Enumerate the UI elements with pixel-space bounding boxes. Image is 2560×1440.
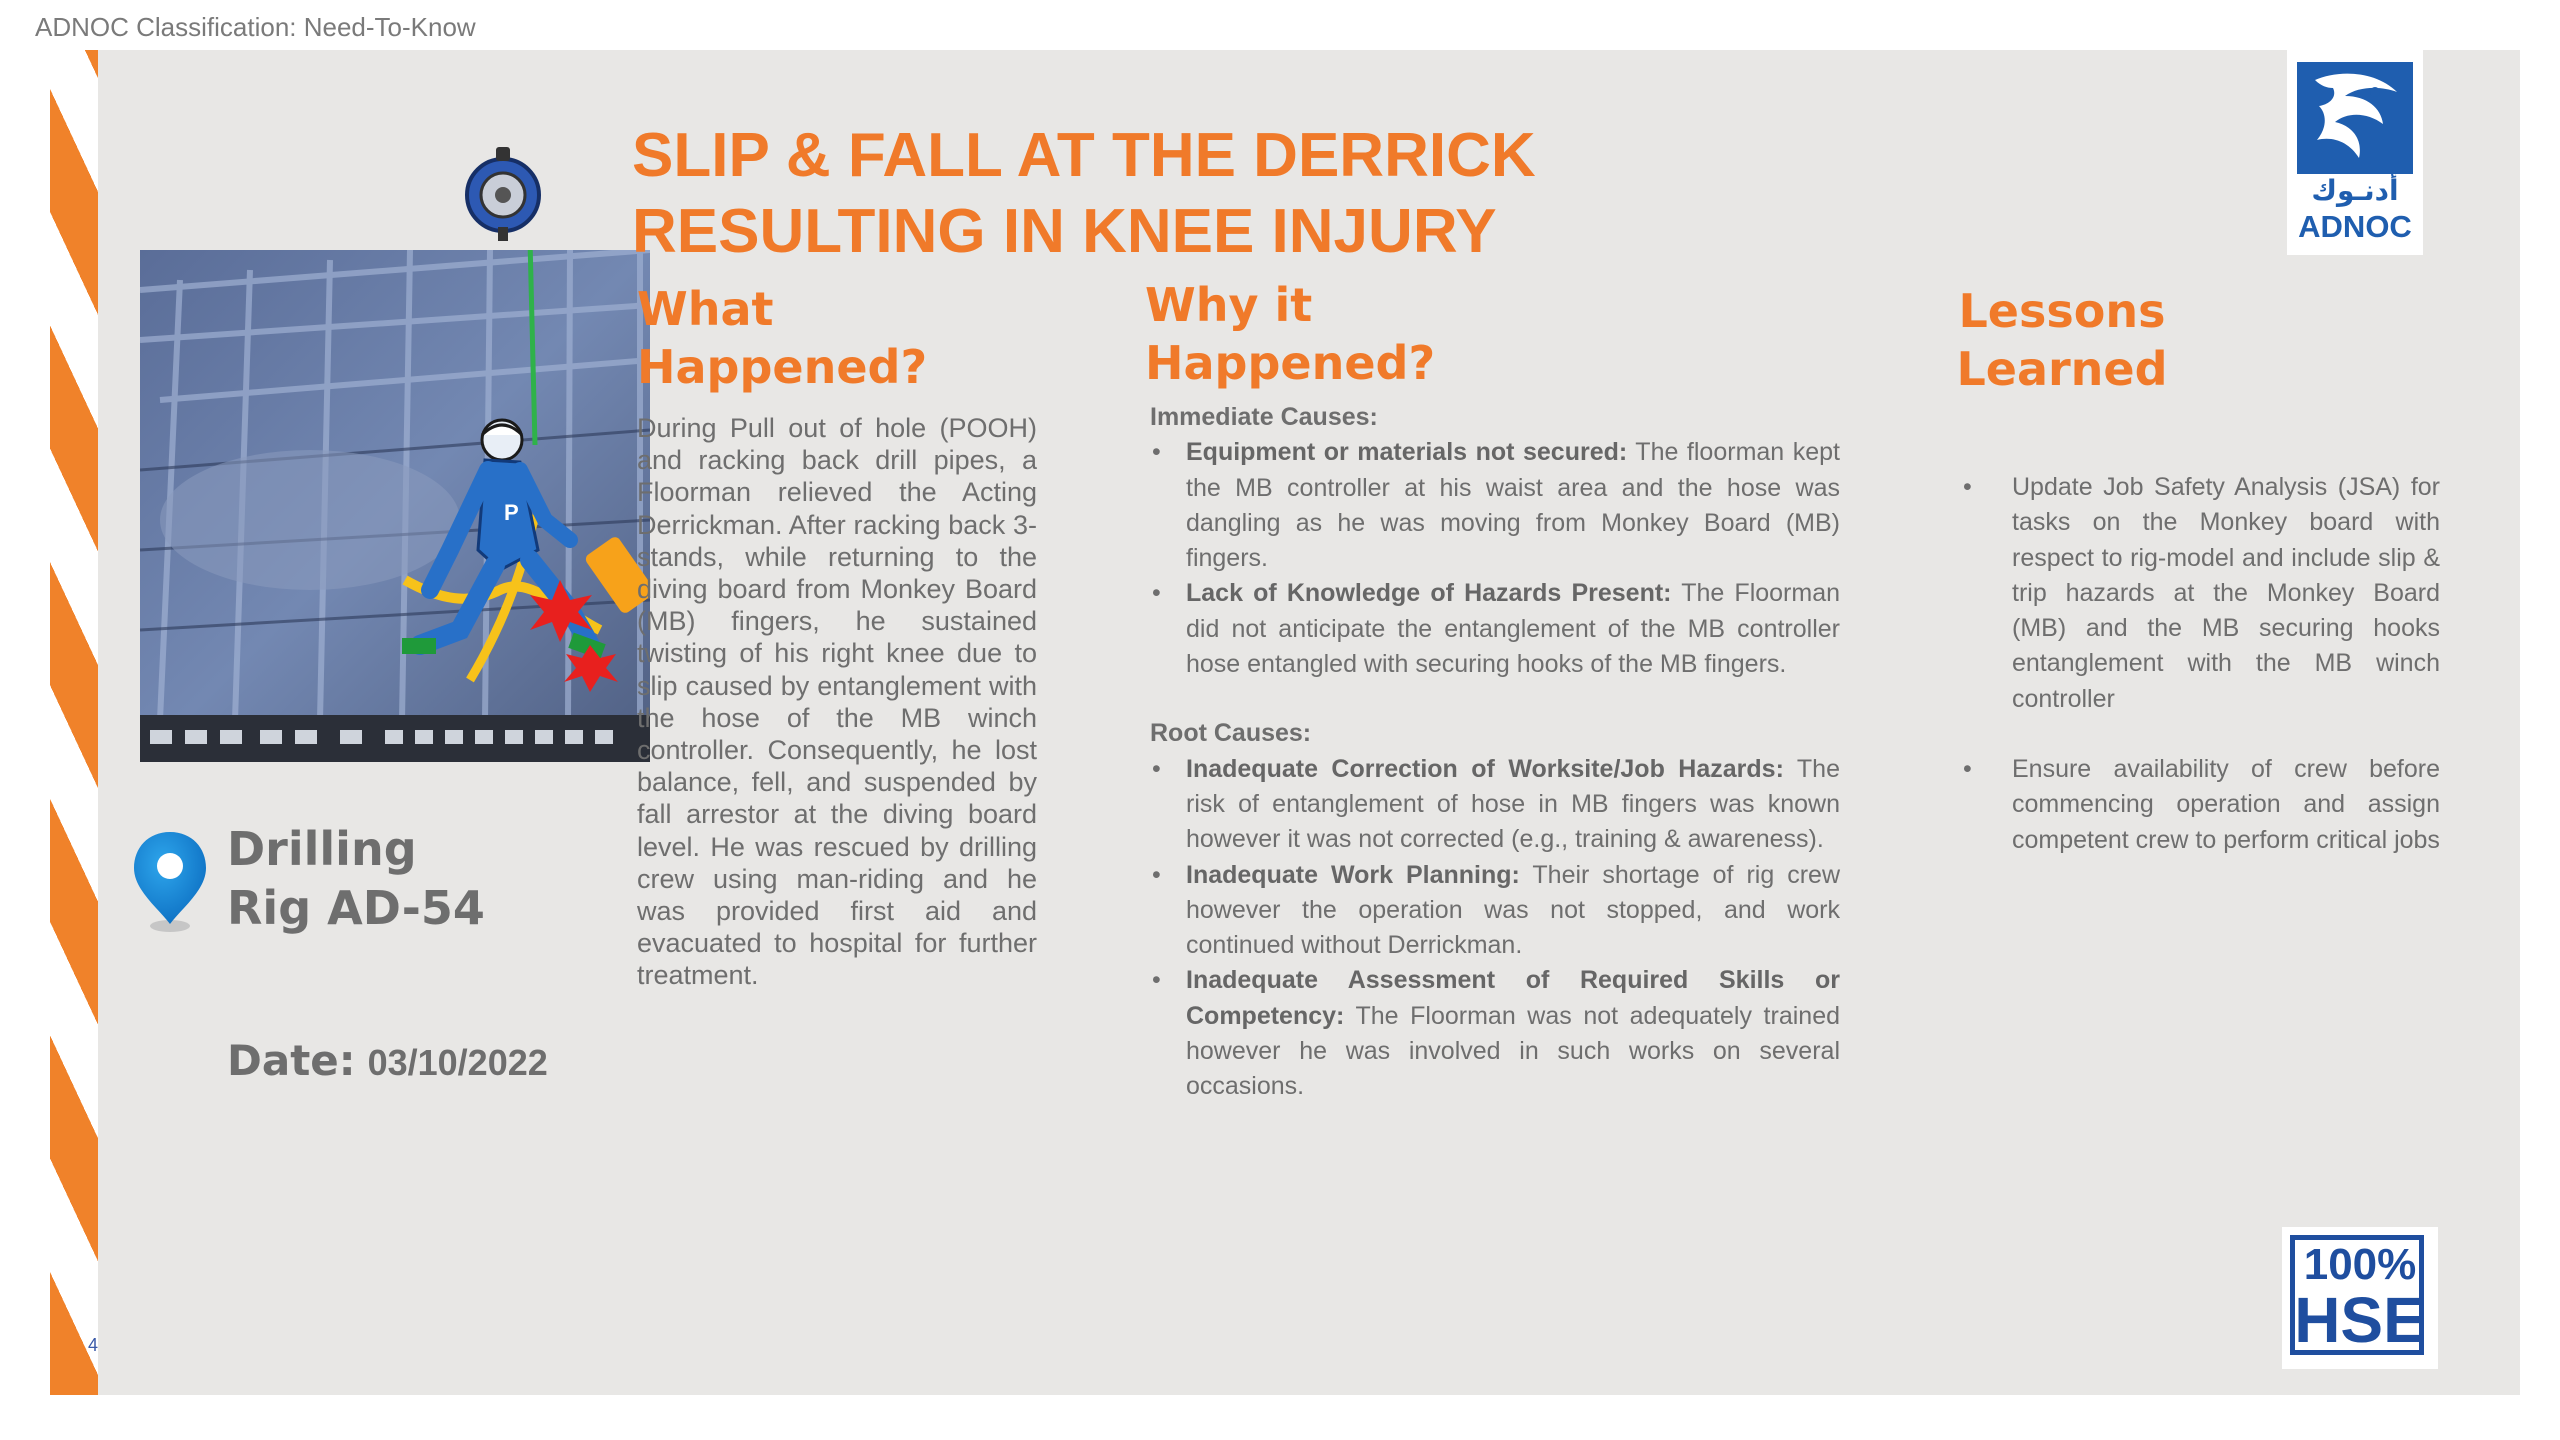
cause-text: The risk of entanglement of hose in MB fingers was known however it was not corrected (e.g., training & awareness).: [1186, 754, 1840, 854]
root-causes-label: Root Causes:: [1150, 719, 1312, 748]
cause-title: Inadequate Assessment of Required Skills or Competency:: [1186, 966, 1840, 1030]
list-item: [1150, 435, 1840, 576]
date-line: [227, 1036, 548, 1085]
hse-badge: [2282, 1227, 2438, 1369]
fall-arrester-icon: [458, 143, 548, 243]
what-heading-line2: Happened?: [637, 340, 928, 394]
location-line2: Rig AD-54: [227, 881, 485, 935]
cause-title: Inadequate Work Planning:: [1186, 860, 1520, 889]
classification-label: ADNOC Classification: Need-To-Know: [35, 12, 476, 42]
what-happened-heading: [637, 280, 1017, 396]
list-item: [1150, 858, 1840, 964]
immediate-causes-list: [1150, 435, 1840, 682]
date-value: 03/10/2022: [367, 1042, 548, 1083]
why-happened-heading: [1145, 276, 1525, 392]
location-line1: Drilling: [227, 822, 417, 876]
lessons-learned-heading: [1912, 282, 2212, 398]
cause-text: The Floorman was not adequately trained however he was involved in such works on several occasions.: [1186, 1001, 1840, 1101]
lessons-heading-line2: Learned: [1956, 342, 2168, 396]
list-item: [1150, 752, 1840, 858]
cause-text: Their shortage of rig crew however the operation was not stopped, and work continued without Derrickman.: [1186, 860, 1840, 960]
date-label: Date:: [227, 1036, 356, 1085]
cause-title: Inadequate Correction of Worksite/Job Hazards:: [1186, 754, 1784, 783]
adnoc-wordmark: ADNOC: [2298, 209, 2412, 244]
why-heading-line1: Why it: [1145, 278, 1313, 332]
cause-text: The Floorman did not anticipate the entanglement of the MB controller hose entangled with securing hooks of the MB fingers.: [1186, 579, 1841, 679]
location-label: [227, 820, 485, 938]
list-item: • Update Job Safety Analysis (JSA) for tasks on the Monkey board with respect to rig-model and include slip & trip hazards at the Monkey Board (MB) and the MB securing hooks entanglement with the MB winch controller: [1960, 470, 2440, 717]
what-heading-line1: What: [637, 282, 774, 336]
hazard-stripe-bar: [50, 50, 98, 1395]
lessons-list: [1960, 470, 2440, 858]
immediate-causes-label: Immediate Causes:: [1150, 403, 1378, 431]
adnoc-logo: [2287, 50, 2423, 255]
page-number: 4: [88, 1335, 99, 1355]
cause-title: Equipment or materials not secured:: [1186, 438, 1628, 467]
hse-percent: 100%: [2303, 1240, 2417, 1289]
falcon-logo-icon: [2297, 62, 2413, 174]
why-heading-line2: Happened?: [1145, 336, 1436, 390]
worker-badge: P: [504, 500, 519, 525]
list-item: [1150, 576, 1840, 682]
what-happened-text: During Pull out of hole (POOH) and racking back drill pipes, a Floorman relieved the Acting Derrickman. After racking back 3-stands, while returning to the diving board from Monkey Board (MB) fingers, he sustained twisting of his right knee due to slip caused by entanglement with the hose of the MB winch controller. Consequently, he lost balance, fell, and suspended by fall arrestor at the diving board level. He was rescued by drilling crew using man-riding and he was provided first aid and evacuated to hospital for further treatment.: [637, 413, 1037, 991]
cause-text: The floorman kept the MB controller at his waist area and the hose was dangling as he was moving from Monkey Board (MB) fingers.: [1186, 438, 1840, 573]
adnoc-arabic-wordmark: أدنـوك: [2311, 174, 2399, 207]
list-item: [1150, 963, 1840, 1104]
location-pin-icon: [128, 828, 212, 934]
page-title: SLIP & FALL AT THE DERRICK RESULTING IN KNEE INJURY: [632, 121, 1536, 266]
root-causes-list: [1150, 752, 1840, 1105]
incident-photo: [140, 250, 650, 762]
list-item: • Ensure availability of crew before commencing operation and assign competent crew to perform critical jobs: [1960, 752, 2440, 858]
hse-word: HSE: [2294, 1284, 2426, 1356]
why-happened-block: [1150, 400, 1840, 1105]
cause-title: Lack of Knowledge of Hazards Present:: [1186, 579, 1672, 608]
lessons-heading-line1: Lessons: [1958, 284, 2166, 338]
